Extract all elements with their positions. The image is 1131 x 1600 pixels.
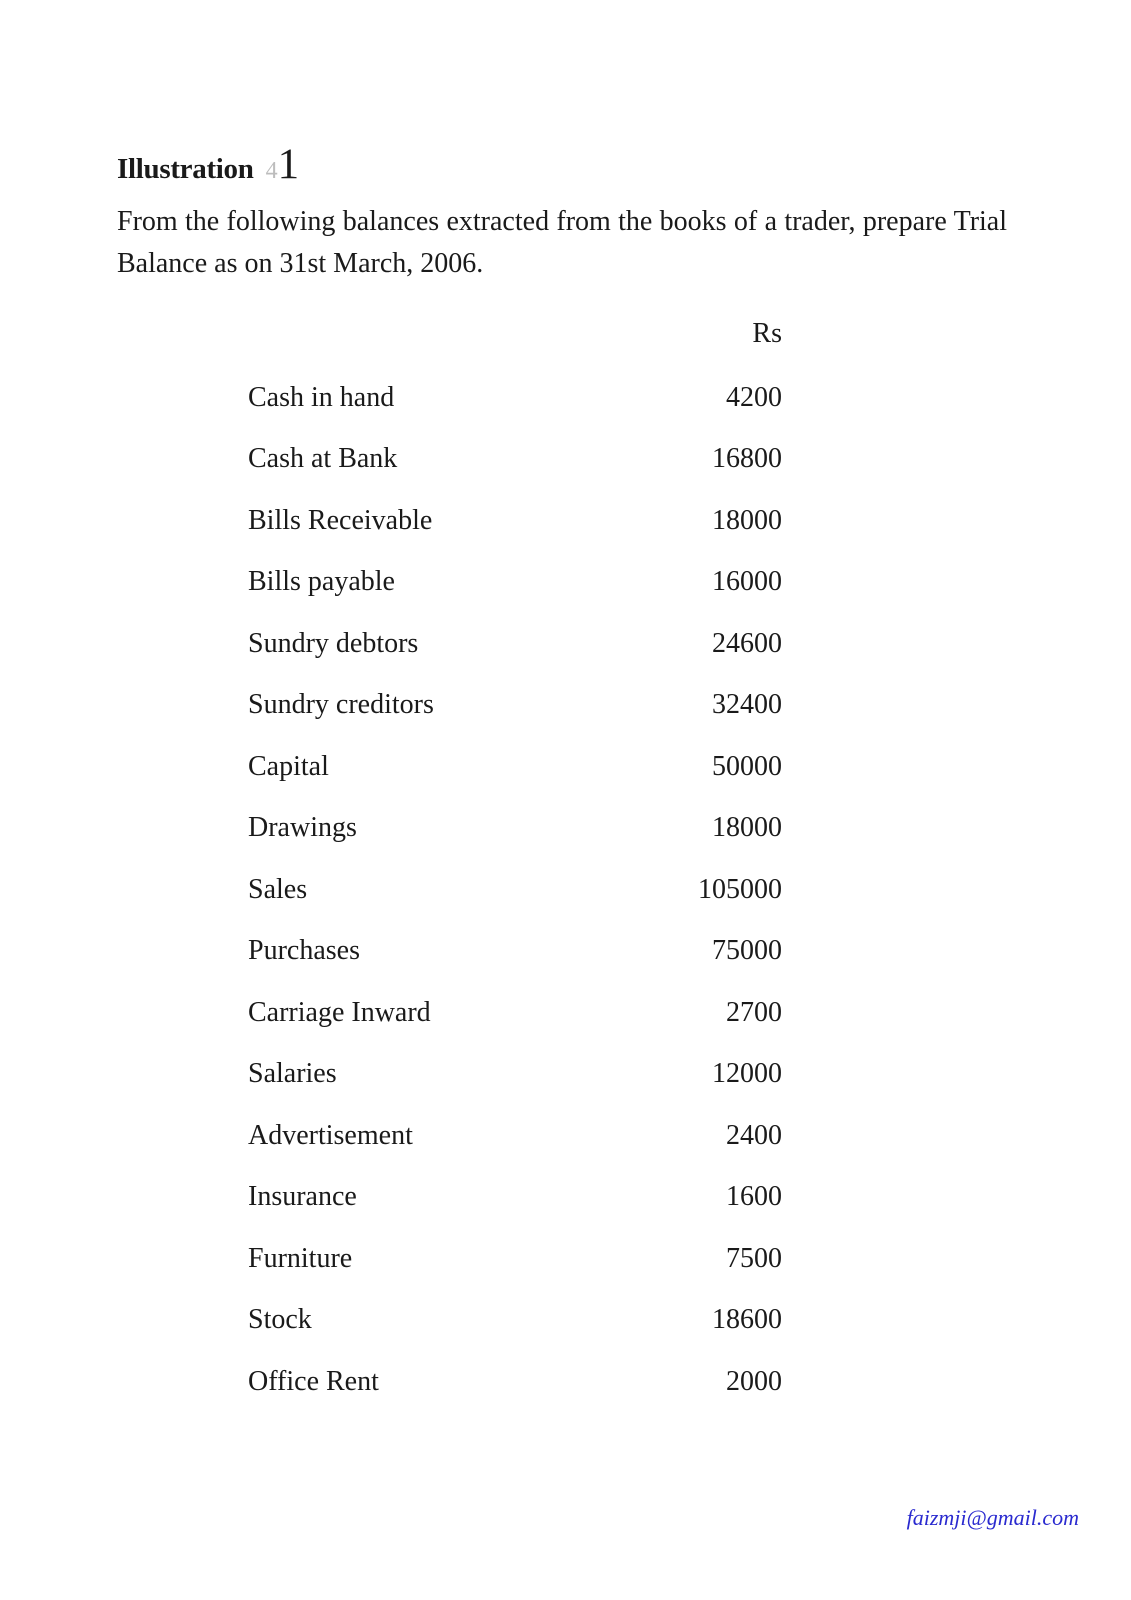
balance-row [248,490,782,552]
balance-amount: 2700 [726,996,782,1028]
balances-list [248,367,782,1413]
balance-row [248,982,782,1044]
balance-row [248,1351,782,1413]
balance-amount: 12000 [712,1058,782,1090]
balance-account-name: Cash at Bank [248,443,398,475]
balance-amount: 75000 [712,935,782,967]
illustration-faint-mark: 4 [265,158,278,184]
balance-amount: 1600 [726,1181,782,1213]
intro-paragraph: From the following balances extracted from the books of a trader, prepare Trial Balance as on 31st March, 2006. [117,206,1007,279]
footer-email: faizmji@gmail.com [906,1505,1079,1530]
illustration-label: Illustration [117,153,254,185]
balance-amount: 18000 [712,812,782,844]
balance-row [248,1105,782,1167]
balance-row [248,429,782,491]
balance-account-name: Capital [248,750,329,782]
balance-account-name: Sundry creditors [248,689,434,721]
illustration-number: 1 [277,141,300,188]
balance-amount: 50000 [712,750,782,782]
balance-account-name: Cash in hand [248,381,395,413]
balance-amount: 105000 [698,873,782,905]
balance-row [248,1228,782,1290]
balance-row [248,736,782,798]
balance-row [248,367,782,429]
balance-row [248,675,782,737]
currency-header: Rs [752,318,782,349]
balance-account-name: Salaries [248,1058,337,1090]
balance-amount: 18000 [712,504,782,536]
balance-row [248,1044,782,1106]
balance-account-name: Drawings [248,812,357,844]
balance-account-name: Sales [248,873,308,905]
balance-account-name: Bills payable [248,566,395,598]
balance-account-name: Advertisement [248,1119,413,1151]
balance-amount: 18600 [712,1304,782,1336]
balance-row [248,921,782,983]
balance-account-name: Purchases [248,935,360,967]
balance-account-name: Insurance [248,1181,357,1213]
balance-row [248,798,782,860]
balance-account-name: Carriage Inward [248,996,431,1028]
balance-row [248,1167,782,1229]
balance-amount: 24600 [712,627,782,659]
balance-row [248,552,782,614]
balance-amount: 32400 [712,689,782,721]
balance-account-name: Office Rent [248,1365,379,1397]
balance-amount: 4200 [726,381,782,413]
balance-row [248,613,782,675]
balance-row [248,859,782,921]
balance-account-name: Stock [248,1304,312,1336]
balance-account-name: Sundry debtors [248,627,419,659]
balance-amount: 7500 [726,1242,782,1274]
balance-amount: 2400 [726,1119,782,1151]
balance-account-name: Furniture [248,1242,353,1274]
balance-amount: 16800 [712,443,782,475]
balance-amount: 2000 [726,1365,782,1397]
balance-account-name: Bills Receivable [248,504,433,536]
illustration-heading [117,140,299,189]
balance-amount: 16000 [712,566,782,598]
balance-row [248,1290,782,1352]
